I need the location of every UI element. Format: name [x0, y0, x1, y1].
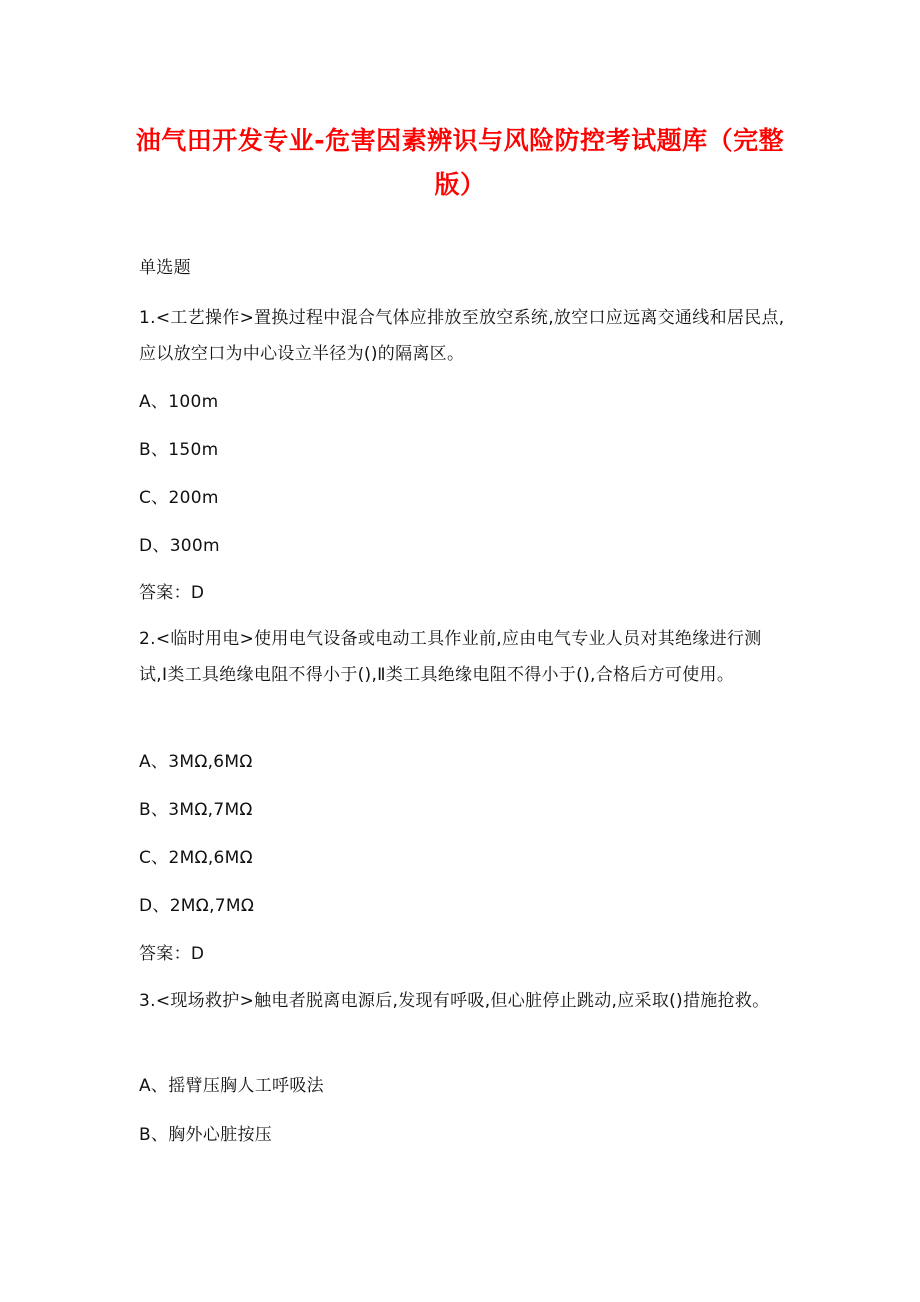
question-2-option-b: B、3MΩ,7MΩ	[139, 800, 253, 820]
question-1-answer: 答案：D	[139, 583, 205, 603]
question-3-text: 3.<现场救护>触电者脱离电源后,发现有呼吸,但心脏停止跳动,应采取()措施抢救。	[139, 991, 770, 1011]
question-1-option-c: C、200m	[139, 488, 219, 508]
question-3-option-b: B、胸外心脏按压	[139, 1125, 273, 1145]
section-heading: 单选题	[139, 258, 191, 278]
question-1-option-d: D、300m	[139, 536, 220, 556]
question-2-option-a: A、3MΩ,6MΩ	[139, 752, 253, 772]
question-1-option-a: A、100m	[139, 392, 219, 412]
question-2-option-d: D、2MΩ,7MΩ	[139, 896, 255, 916]
question-1-text: 1.<工艺操作>置换过程中混合气体应排放至放空系统,放空口应远离交通线和居民点,应以放空口为中心设立半径为()的隔离区。	[139, 308, 785, 364]
question-2-text: 2.<临时用电>使用电气设备或电动工具作业前,应由电气专业人员对其绝缘进行测试,Ⅰ类工具绝缘电阻不得小于(),Ⅱ类工具绝缘电阻不得小于(),合格后方可使用。	[139, 629, 762, 685]
question-2-answer: 答案：D	[139, 944, 205, 964]
question-1-option-b: B、150m	[139, 440, 219, 460]
question-2-option-c: C、2MΩ,6MΩ	[139, 848, 253, 868]
question-3-option-a: A、摇臂压胸人工呼吸法	[139, 1076, 324, 1096]
document-title: 油气田开发专业-危害因素辨识与风险防控考试题库（完整版）	[135, 126, 785, 199]
